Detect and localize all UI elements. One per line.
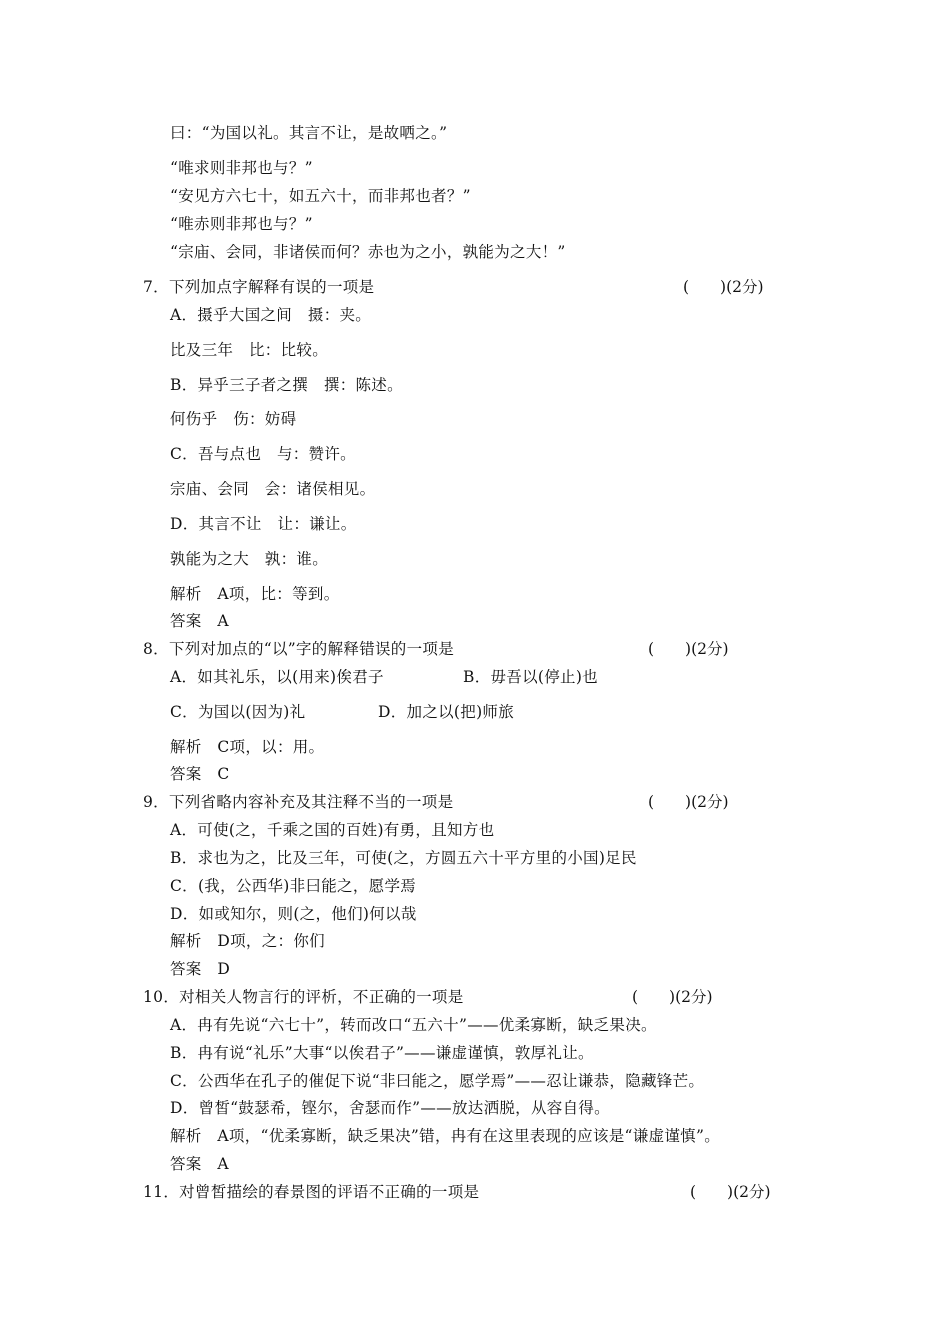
question-10-score: ( )(2分) <box>632 988 713 1006</box>
question-7-option: B．异乎三子者之撰 撰：陈述。 <box>170 376 403 394</box>
question-8-option-b: B．毋吾以(停止)也 <box>463 668 598 686</box>
question-8-answer: 答案 C <box>170 765 230 783</box>
question-8-analysis: 解析 C项，以：用。 <box>170 738 325 756</box>
question-10-analysis: 解析 A项，“优柔寡断，缺乏果决”错，冉有在这里表现的应该是“谦虚谨慎”。 <box>170 1127 720 1145</box>
question-7-option: 宗庙、会同 会：诸侯相见。 <box>170 480 376 498</box>
question-7-option: 比及三年 比：比较。 <box>170 341 329 359</box>
question-10-option: D．曾皙“鼓瑟希，铿尔，舍瑟而作”——放达洒脱，从容自得。 <box>170 1099 610 1117</box>
question-7-option: C．吾与点也 与：赞许。 <box>170 445 356 463</box>
question-10-option: C．公西华在孔子的催促下说“非曰能之，愿学焉”——忍让谦恭，隐藏锋芒。 <box>170 1072 705 1090</box>
question-8-option-c: C．为国以(因为)礼 <box>170 703 306 721</box>
question-7-analysis: 解析 A项，比：等到。 <box>170 585 340 603</box>
passage-line: 曰：“为国以礼。其言不让，是故哂之。” <box>170 124 448 142</box>
question-7-option: D．其言不让 让：谦让。 <box>170 515 357 533</box>
passage-line: “宗庙、会同，非诸侯而何？赤也为之小，孰能为之大！” <box>170 243 566 261</box>
question-8-option-d: D．加之以(把)师旅 <box>378 703 515 721</box>
question-10-option: B．冉有说“礼乐”大事“以俟君子”——谦虚谨慎，敦厚礼让。 <box>170 1044 594 1062</box>
question-10-answer: 答案 A <box>170 1155 229 1173</box>
question-7-answer: 答案 A <box>170 612 229 630</box>
question-9-answer: 答案 D <box>170 960 231 978</box>
question-9-stem: 9．下列省略内容补充及其注释不当的一项是 <box>143 793 454 811</box>
question-7-score: ( )(2分) <box>683 278 764 296</box>
question-8-option-a: A．如其礼乐，以(用来)俟君子 <box>170 668 384 686</box>
question-10-stem: 10．对相关人物言行的评析，不正确的一项是 <box>143 988 464 1006</box>
question-9-option: A．可使(之，千乘之国的百姓)有勇，且知方也 <box>170 821 495 839</box>
passage-line: “唯赤则非邦也与？” <box>170 215 313 233</box>
question-10-option: A．冉有先说“六七十”，转而改口“五六十”——优柔寡断，缺乏果决。 <box>170 1016 657 1034</box>
question-7-stem: 7．下列加点字解释有误的一项是 <box>143 278 375 296</box>
question-11-stem: 11．对曾皙描绘的春景图的评语不正确的一项是 <box>143 1183 480 1201</box>
passage-line: “唯求则非邦也与？” <box>170 159 313 177</box>
question-9-score: ( )(2分) <box>648 793 729 811</box>
question-9-option: C．(我，公西华)非曰能之，愿学焉 <box>170 877 417 895</box>
question-7-option: 何伤乎 伤：妨碍 <box>170 410 297 428</box>
question-7-option: 孰能为之大 孰：谁。 <box>170 550 329 568</box>
question-9-analysis: 解析 D项，之：你们 <box>170 932 325 950</box>
question-9-option: B．求也为之，比及三年，可使(之，方圆五六十平方里的小国)足民 <box>170 849 637 867</box>
question-8-score: ( )(2分) <box>648 640 729 658</box>
question-7-option: A．摄乎大国之间 摄：夹。 <box>170 306 372 324</box>
question-8-stem: 8．下列对加点的“以”字的解释错误的一项是 <box>143 640 455 658</box>
question-9-option: D．如或知尔，则(之，他们)何以哉 <box>170 905 417 923</box>
question-11-score: ( )(2分) <box>690 1183 771 1201</box>
passage-line: “安见方六七十，如五六十，而非邦也者？” <box>170 187 471 205</box>
